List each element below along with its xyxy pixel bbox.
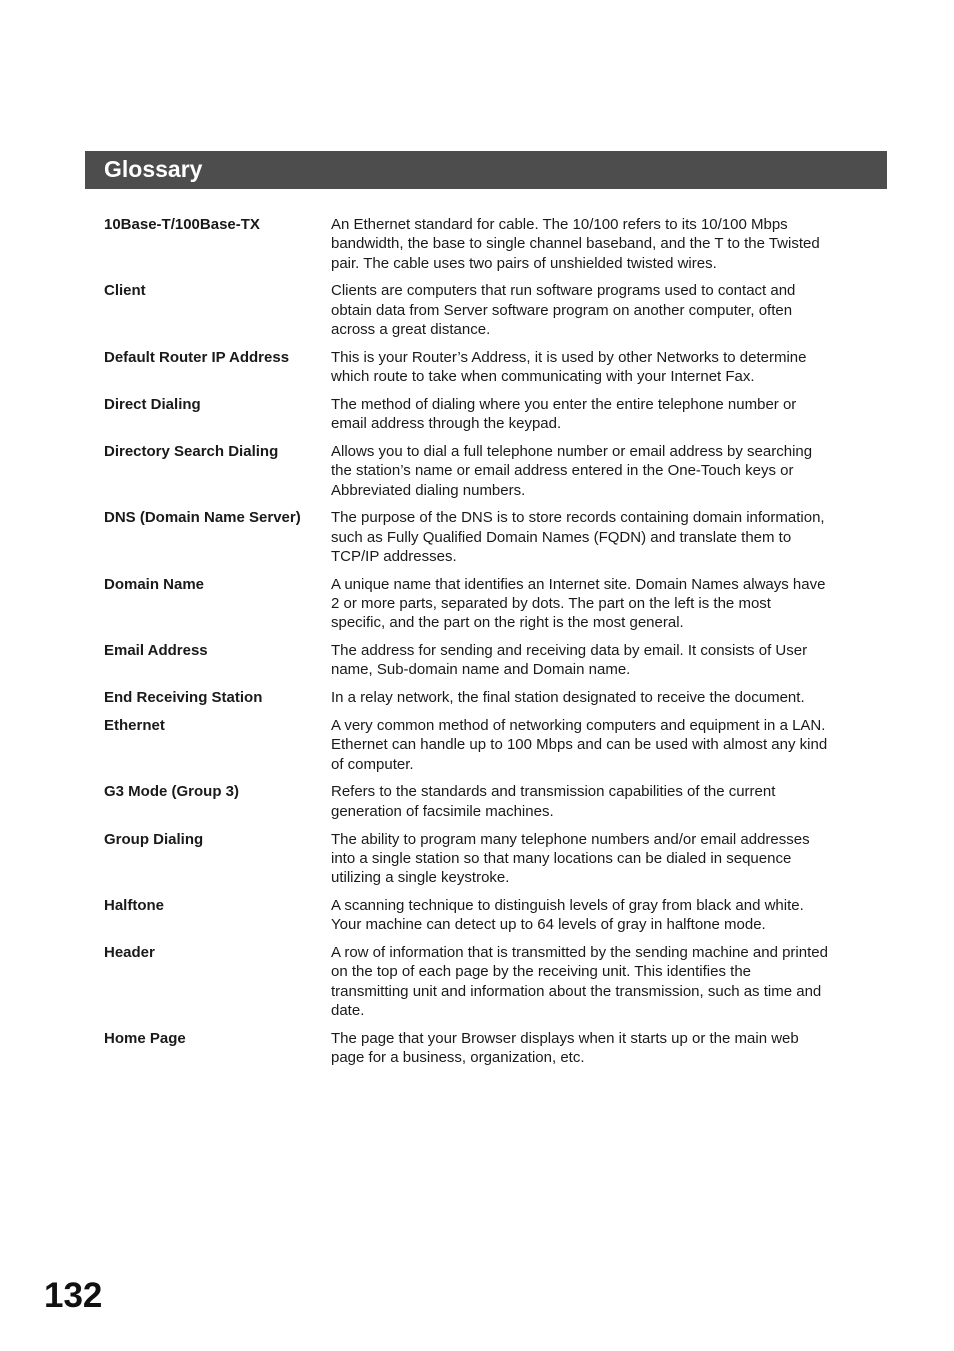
glossary-definition: This is your Router’s Address, it is used by other Networks to determine which route to take when communicating with your Internet Fax.	[331, 348, 807, 386]
glossary-entry	[104, 1029, 864, 1068]
glossary-definition: The method of dialing where you enter the entire telephone number or email address through the keypad.	[331, 395, 797, 433]
glossary-definition: A unique name that identifies an Internet site. Domain Names always have 2 or more parts, separated by dots. The part on the left is the most specific, and the part on the right is the most general.	[331, 575, 826, 632]
glossary-definition: An Ethernet standard for cable. The 10/100 refers to its 10/100 Mbps bandwidth, the base to single channel baseband, and the T to the Twisted pair. The cable uses two pairs of unshielded twisted wires.	[331, 216, 820, 272]
glossary-term: G3 Mode (Group 3)	[104, 783, 239, 801]
glossary-entry	[104, 782, 864, 821]
glossary-entry	[104, 508, 864, 566]
glossary-definition: Refers to the standards and transmission capabilities of the current generation of facsimile machines.	[331, 783, 776, 820]
glossary-entry	[104, 943, 864, 1020]
glossary-entry	[104, 641, 864, 680]
glossary-list	[104, 215, 864, 1076]
section-title: Glossary	[104, 156, 203, 182]
glossary-definition: The address for sending and receiving data by email. It consists of User name, Sub-domain name and Domain name.	[331, 642, 808, 679]
glossary-definition: The page that your Browser displays when it starts up or the main web page for a business, organization, etc.	[331, 1029, 799, 1066]
glossary-entry	[104, 575, 864, 633]
glossary-definition: A row of information that is transmitted by the sending machine and printed on the top of each page by the receiving unit. This identifies the transmitting unit and information about the transmission, such as time and date.	[331, 944, 828, 1019]
glossary-term: Domain Name	[104, 575, 205, 593]
glossary-term: 10Base-T/100Base-TX	[104, 216, 260, 233]
glossary-term: Client	[104, 282, 146, 300]
glossary-term: End Receiving Station	[104, 689, 263, 707]
glossary-definition: The purpose of the DNS is to store records containing domain information, such as Fully Qualified Domain Names (FQDN) and translate them to TCP/IP addresses.	[331, 509, 825, 565]
glossary-term: Direct Dialing	[104, 395, 201, 413]
glossary-entry	[104, 395, 864, 434]
glossary-definition: The ability to program many telephone numbers and/or email addresses into a single station so that many locations can be dialed in sequence utilizing a single keystroke.	[331, 830, 810, 887]
glossary-entry	[104, 830, 864, 888]
glossary-term: DNS (Domain Name Server)	[104, 509, 301, 527]
glossary-term: Halftone	[104, 896, 164, 914]
glossary-term: Email Address	[104, 642, 208, 660]
section-header-bar	[85, 151, 887, 189]
glossary-term: Directory Search Dialing	[104, 442, 279, 460]
glossary-entry	[104, 442, 864, 500]
glossary-term: Home Page	[104, 1029, 186, 1047]
glossary-entry	[104, 215, 864, 273]
glossary-definition: Allows you to dial a full telephone number or email address by searching the station’s name or email address entered in the One-Touch keys or Abbreviated dialing numbers.	[331, 442, 813, 499]
glossary-term: Header	[104, 944, 155, 961]
glossary-definition: A very common method of networking computers and equipment in a LAN. Ethernet can handle up to 100 Mbps and can be used with almost any kind of computer.	[331, 717, 828, 773]
glossary-entry	[104, 716, 864, 774]
glossary-definition: Clients are computers that run software programs used to contact and obtain data from Server software program on another computer, often across a great distance.	[331, 282, 796, 338]
page-number: 132	[44, 1276, 103, 1315]
glossary-definition: A scanning technique to distinguish levels of gray from black and white. Your machine can detect up to 64 levels of gray in halftone mode.	[331, 896, 804, 934]
glossary-term: Default Router IP Address	[104, 348, 290, 366]
glossary-entry	[104, 281, 864, 339]
glossary-entry	[104, 688, 864, 707]
glossary-definition: In a relay network, the final station designated to receive the document.	[331, 689, 805, 707]
glossary-term: Group Dialing	[104, 830, 204, 848]
glossary-entry	[104, 896, 864, 935]
glossary-entry	[104, 348, 864, 387]
glossary-term: Ethernet	[104, 717, 165, 735]
